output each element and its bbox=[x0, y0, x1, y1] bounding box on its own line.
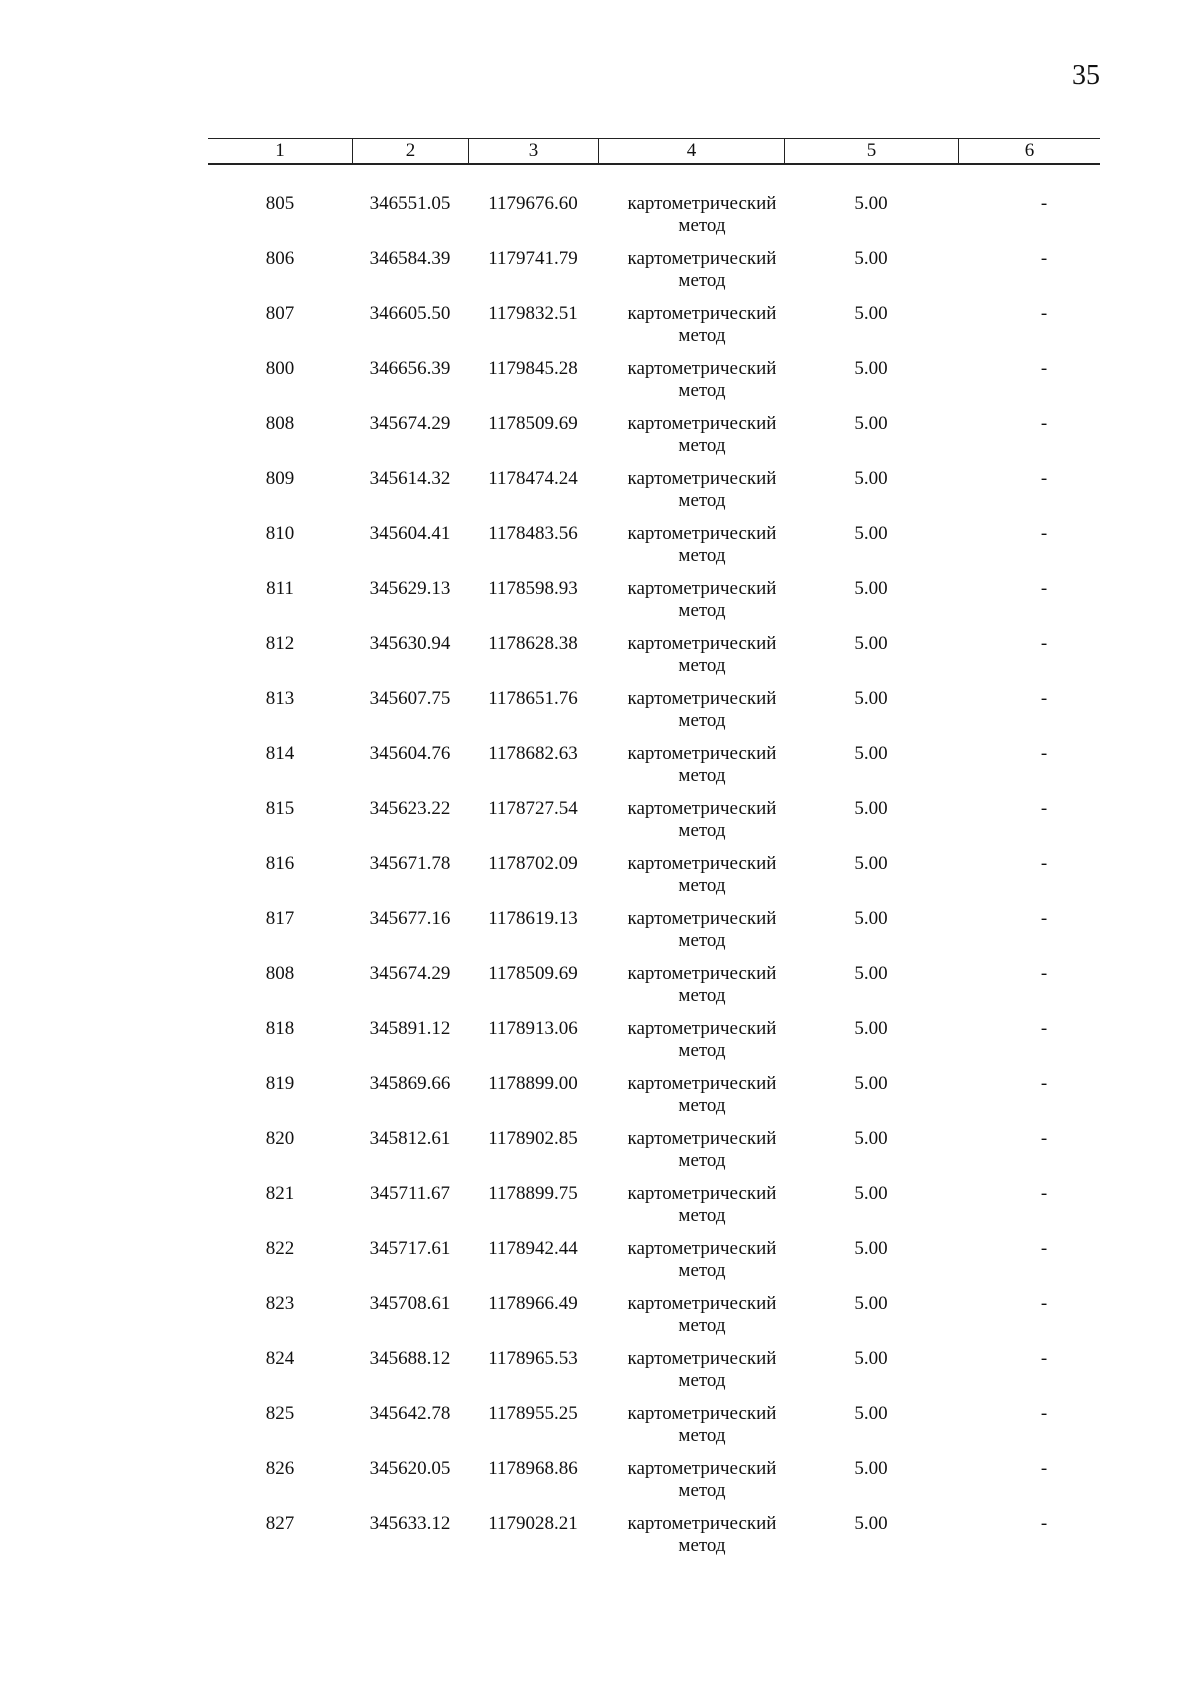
method-cell bbox=[598, 1183, 784, 1238]
coordinate-x: 345629.13 bbox=[369, 578, 451, 599]
method-line-2: метод bbox=[678, 380, 726, 401]
note-value: - bbox=[1040, 743, 1048, 764]
coordinate-x: 346605.50 bbox=[369, 303, 451, 324]
note-value: - bbox=[1040, 468, 1048, 489]
table-row bbox=[208, 1293, 1100, 1348]
table-header bbox=[208, 138, 1100, 165]
method-line-2: метод bbox=[678, 600, 726, 621]
note-value: - bbox=[1040, 1183, 1048, 1204]
coordinate-x: 345891.12 bbox=[369, 1018, 451, 1039]
method-line-2: метод bbox=[678, 1425, 726, 1446]
accuracy-value: 5.00 bbox=[854, 578, 888, 599]
note-value: - bbox=[1040, 633, 1048, 654]
coordinate-x: 345717.61 bbox=[369, 1238, 451, 1259]
method-line-1: картометрический bbox=[627, 853, 777, 874]
method-line-1: картометрический bbox=[627, 1403, 777, 1424]
coordinate-y: 1178942.44 bbox=[488, 1238, 578, 1259]
coordinate-x: 346584.39 bbox=[369, 248, 451, 269]
note-value: - bbox=[1040, 1293, 1048, 1314]
method-cell bbox=[598, 523, 784, 578]
table-row bbox=[208, 798, 1100, 853]
coordinate-y: 1179845.28 bbox=[488, 358, 578, 379]
method-cell bbox=[598, 1293, 784, 1348]
method-cell bbox=[598, 633, 784, 688]
point-number: 817 bbox=[265, 908, 295, 929]
method-line-2: метод bbox=[678, 1370, 726, 1391]
point-number: 808 bbox=[265, 413, 295, 434]
table-row bbox=[208, 633, 1100, 688]
accuracy-value: 5.00 bbox=[854, 1183, 888, 1204]
accuracy-value: 5.00 bbox=[854, 633, 888, 654]
note-value: - bbox=[1040, 1018, 1048, 1039]
coordinate-x: 345711.67 bbox=[369, 1183, 451, 1204]
accuracy-value: 5.00 bbox=[854, 743, 888, 764]
note-value: - bbox=[1040, 1348, 1048, 1369]
point-number: 810 bbox=[265, 523, 295, 544]
method-cell bbox=[598, 413, 784, 468]
coordinate-y: 1178902.85 bbox=[488, 1128, 578, 1149]
table-row bbox=[208, 1403, 1100, 1458]
method-line-1: картометрический bbox=[627, 413, 777, 434]
method-line-2: метод bbox=[678, 1150, 726, 1171]
table-row bbox=[208, 1128, 1100, 1183]
method-line-2: метод bbox=[678, 1205, 726, 1226]
method-line-2: метод bbox=[678, 710, 726, 731]
accuracy-value: 5.00 bbox=[854, 413, 888, 434]
accuracy-value: 5.00 bbox=[854, 1018, 888, 1039]
table-body bbox=[208, 193, 1100, 1568]
method-line-1: картометрический bbox=[627, 193, 777, 214]
method-cell bbox=[598, 963, 784, 1018]
column-header-5: 5 bbox=[784, 139, 958, 163]
method-cell bbox=[598, 358, 784, 413]
note-value: - bbox=[1040, 1238, 1048, 1259]
coordinate-x: 345708.61 bbox=[369, 1293, 451, 1314]
note-value: - bbox=[1040, 1073, 1048, 1094]
column-header-6: 6 bbox=[958, 139, 1100, 163]
point-number: 820 bbox=[265, 1128, 295, 1149]
method-line-2: метод bbox=[678, 1260, 726, 1281]
column-header-1: 1 bbox=[275, 140, 285, 161]
coordinate-y: 1178702.09 bbox=[488, 853, 578, 874]
coordinate-x: 345633.12 bbox=[369, 1513, 451, 1534]
method-line-2: метод bbox=[678, 490, 726, 511]
coordinate-x: 345688.12 bbox=[369, 1348, 451, 1369]
accuracy-value: 5.00 bbox=[854, 1403, 888, 1424]
note-value: - bbox=[1040, 358, 1048, 379]
method-line-2: метод bbox=[678, 270, 726, 291]
table-row bbox=[208, 853, 1100, 908]
method-line-2: метод bbox=[678, 435, 726, 456]
note-value: - bbox=[1040, 523, 1048, 544]
method-cell bbox=[598, 1128, 784, 1183]
coordinate-y: 1178968.86 bbox=[488, 1458, 578, 1479]
table-row bbox=[208, 193, 1100, 248]
coordinate-x: 345604.76 bbox=[369, 743, 451, 764]
method-cell bbox=[598, 798, 784, 853]
note-value: - bbox=[1040, 1403, 1048, 1424]
accuracy-value: 5.00 bbox=[854, 798, 888, 819]
point-number: 824 bbox=[265, 1348, 295, 1369]
table-row bbox=[208, 688, 1100, 743]
table-row bbox=[208, 1073, 1100, 1128]
coordinate-x: 345623.22 bbox=[369, 798, 451, 819]
method-cell bbox=[598, 853, 784, 908]
coordinate-x: 346551.05 bbox=[369, 193, 451, 214]
coordinate-y: 1178727.54 bbox=[488, 798, 578, 819]
point-number: 814 bbox=[265, 743, 295, 764]
method-line-2: метод bbox=[678, 930, 726, 951]
method-line-1: картометрический bbox=[627, 1183, 777, 1204]
method-line-1: картометрический bbox=[627, 303, 777, 324]
method-cell bbox=[598, 908, 784, 963]
accuracy-value: 5.00 bbox=[854, 303, 888, 324]
coordinate-x: 345671.78 bbox=[369, 853, 451, 874]
note-value: - bbox=[1040, 413, 1048, 434]
accuracy-value: 5.00 bbox=[854, 1238, 888, 1259]
coordinate-x: 345869.66 bbox=[369, 1073, 451, 1094]
point-number: 809 bbox=[265, 468, 295, 489]
method-line-1: картометрический bbox=[627, 1458, 777, 1479]
point-number: 812 bbox=[265, 633, 295, 654]
method-line-1: картометрический bbox=[627, 963, 777, 984]
coordinate-y: 1178651.76 bbox=[488, 688, 578, 709]
method-cell bbox=[598, 743, 784, 798]
method-cell bbox=[598, 248, 784, 303]
method-line-2: метод bbox=[678, 1315, 726, 1336]
method-line-1: картометрический bbox=[627, 1293, 777, 1314]
coordinate-y: 1179028.21 bbox=[488, 1513, 578, 1534]
accuracy-value: 5.00 bbox=[854, 853, 888, 874]
method-line-2: метод bbox=[678, 875, 726, 896]
table-row bbox=[208, 1018, 1100, 1073]
table-row bbox=[208, 358, 1100, 413]
coordinate-x: 345607.75 bbox=[369, 688, 451, 709]
method-line-2: метод bbox=[678, 820, 726, 841]
coordinate-y: 1178598.93 bbox=[488, 578, 578, 599]
table-row bbox=[208, 413, 1100, 468]
coordinate-y: 1178628.38 bbox=[488, 633, 578, 654]
point-number: 805 bbox=[265, 193, 295, 214]
method-cell bbox=[598, 1513, 784, 1568]
method-line-2: метод bbox=[678, 765, 726, 786]
method-line-2: метод bbox=[678, 215, 726, 236]
note-value: - bbox=[1040, 193, 1048, 214]
coordinate-y: 1178899.75 bbox=[488, 1183, 578, 1204]
coordinate-x: 345674.29 bbox=[369, 413, 451, 434]
method-line-2: метод bbox=[678, 325, 726, 346]
note-value: - bbox=[1040, 303, 1048, 324]
point-number: 821 bbox=[265, 1183, 295, 1204]
table-row bbox=[208, 303, 1100, 358]
method-cell bbox=[598, 193, 784, 248]
method-line-1: картометрический bbox=[627, 1348, 777, 1369]
method-line-2: метод bbox=[678, 1480, 726, 1501]
accuracy-value: 5.00 bbox=[854, 468, 888, 489]
accuracy-value: 5.00 bbox=[854, 908, 888, 929]
accuracy-value: 5.00 bbox=[854, 1293, 888, 1314]
accuracy-value: 5.00 bbox=[854, 358, 888, 379]
coordinate-x: 345642.78 bbox=[369, 1403, 451, 1424]
accuracy-value: 5.00 bbox=[854, 193, 888, 214]
method-line-2: метод bbox=[678, 545, 726, 566]
accuracy-value: 5.00 bbox=[854, 1458, 888, 1479]
method-line-2: метод bbox=[678, 1095, 726, 1116]
method-cell bbox=[598, 468, 784, 523]
method-cell bbox=[598, 303, 784, 358]
note-value: - bbox=[1040, 688, 1048, 709]
table-row bbox=[208, 1183, 1100, 1238]
table-row bbox=[208, 523, 1100, 578]
accuracy-value: 5.00 bbox=[854, 1513, 888, 1534]
note-value: - bbox=[1040, 248, 1048, 269]
coordinate-y: 1178899.00 bbox=[488, 1073, 578, 1094]
point-number: 818 bbox=[265, 1018, 295, 1039]
accuracy-value: 5.00 bbox=[854, 963, 888, 984]
table-row bbox=[208, 248, 1100, 303]
note-value: - bbox=[1040, 798, 1048, 819]
method-cell bbox=[598, 1348, 784, 1403]
point-number: 819 bbox=[265, 1073, 295, 1094]
coordinate-x: 346656.39 bbox=[369, 358, 451, 379]
note-value: - bbox=[1040, 1513, 1048, 1534]
method-line-1: картометрический bbox=[627, 743, 777, 764]
coordinate-y: 1178955.25 bbox=[488, 1403, 578, 1424]
coordinate-y: 1178483.56 bbox=[488, 523, 578, 544]
coordinate-x: 345674.29 bbox=[369, 963, 451, 984]
point-number: 806 bbox=[265, 248, 295, 269]
coordinate-x: 345677.16 bbox=[369, 908, 451, 929]
table-row bbox=[208, 468, 1100, 523]
point-number: 807 bbox=[265, 303, 295, 324]
point-number: 816 bbox=[265, 853, 295, 874]
accuracy-value: 5.00 bbox=[854, 1348, 888, 1369]
coordinate-y: 1178966.49 bbox=[488, 1293, 578, 1314]
accuracy-value: 5.00 bbox=[854, 523, 888, 544]
method-line-1: картометрический bbox=[627, 468, 777, 489]
table-row bbox=[208, 1348, 1100, 1403]
column-header-3: 3 bbox=[468, 139, 598, 163]
point-number: 825 bbox=[265, 1403, 295, 1424]
method-line-2: метод bbox=[678, 985, 726, 1006]
method-line-1: картометрический bbox=[627, 1238, 777, 1259]
coordinate-y: 1179741.79 bbox=[488, 248, 578, 269]
point-number: 826 bbox=[265, 1458, 295, 1479]
method-cell bbox=[598, 1018, 784, 1073]
point-number: 822 bbox=[265, 1238, 295, 1259]
coordinate-y: 1179832.51 bbox=[488, 303, 578, 324]
accuracy-value: 5.00 bbox=[854, 248, 888, 269]
point-number: 813 bbox=[265, 688, 295, 709]
table-row bbox=[208, 1513, 1100, 1568]
table-row bbox=[208, 743, 1100, 798]
method-line-1: картометрический bbox=[627, 633, 777, 654]
method-line-1: картометрический bbox=[627, 1018, 777, 1039]
method-cell bbox=[598, 1073, 784, 1128]
method-line-1: картометрический bbox=[627, 1513, 777, 1534]
coordinate-x: 345630.94 bbox=[369, 633, 451, 654]
point-number: 811 bbox=[266, 578, 294, 599]
coordinate-y: 1179676.60 bbox=[488, 193, 578, 214]
accuracy-value: 5.00 bbox=[854, 1128, 888, 1149]
method-line-2: метод bbox=[678, 655, 726, 676]
point-number: 823 bbox=[265, 1293, 295, 1314]
table-row bbox=[208, 578, 1100, 633]
coordinate-y: 1178913.06 bbox=[488, 1018, 578, 1039]
method-line-1: картометрический bbox=[627, 1073, 777, 1094]
method-line-1: картометрический bbox=[627, 248, 777, 269]
method-cell bbox=[598, 1458, 784, 1513]
method-line-1: картометрический bbox=[627, 908, 777, 929]
note-value: - bbox=[1040, 963, 1048, 984]
point-number: 827 bbox=[265, 1513, 295, 1534]
method-line-1: картометрический bbox=[627, 1128, 777, 1149]
coordinate-y: 1178682.63 bbox=[488, 743, 578, 764]
coordinate-y: 1178965.53 bbox=[488, 1348, 578, 1369]
point-number: 815 bbox=[265, 798, 295, 819]
method-cell bbox=[598, 1238, 784, 1293]
point-number: 808 bbox=[265, 963, 295, 984]
method-cell bbox=[598, 688, 784, 743]
note-value: - bbox=[1040, 908, 1048, 929]
table-row bbox=[208, 1238, 1100, 1293]
method-line-1: картометрический bbox=[627, 523, 777, 544]
column-header-2: 2 bbox=[352, 139, 468, 163]
note-value: - bbox=[1040, 853, 1048, 874]
method-cell bbox=[598, 1403, 784, 1458]
method-line-1: картометрический bbox=[627, 798, 777, 819]
method-line-1: картометрический bbox=[627, 358, 777, 379]
method-line-1: картометрический bbox=[627, 688, 777, 709]
coordinate-y: 1178509.69 bbox=[488, 963, 578, 984]
coordinate-x: 345614.32 bbox=[369, 468, 451, 489]
coordinate-x: 345812.61 bbox=[369, 1128, 451, 1149]
method-line-1: картометрический bbox=[627, 578, 777, 599]
coordinate-y: 1178474.24 bbox=[488, 468, 578, 489]
table-row bbox=[208, 963, 1100, 1018]
coordinate-x: 345604.41 bbox=[369, 523, 451, 544]
method-line-2: метод bbox=[678, 1535, 726, 1556]
point-number: 800 bbox=[265, 358, 295, 379]
coordinate-y: 1178619.13 bbox=[488, 908, 578, 929]
note-value: - bbox=[1040, 578, 1048, 599]
accuracy-value: 5.00 bbox=[854, 1073, 888, 1094]
table-row bbox=[208, 908, 1100, 963]
table-row bbox=[208, 1458, 1100, 1513]
coordinate-y: 1178509.69 bbox=[488, 413, 578, 434]
column-header-4: 4 bbox=[598, 139, 784, 163]
method-line-2: метод bbox=[678, 1040, 726, 1061]
note-value: - bbox=[1040, 1128, 1048, 1149]
accuracy-value: 5.00 bbox=[854, 688, 888, 709]
note-value: - bbox=[1040, 1458, 1048, 1479]
method-cell bbox=[598, 578, 784, 633]
page-number: 35 bbox=[1072, 60, 1100, 91]
coordinate-x: 345620.05 bbox=[369, 1458, 451, 1479]
